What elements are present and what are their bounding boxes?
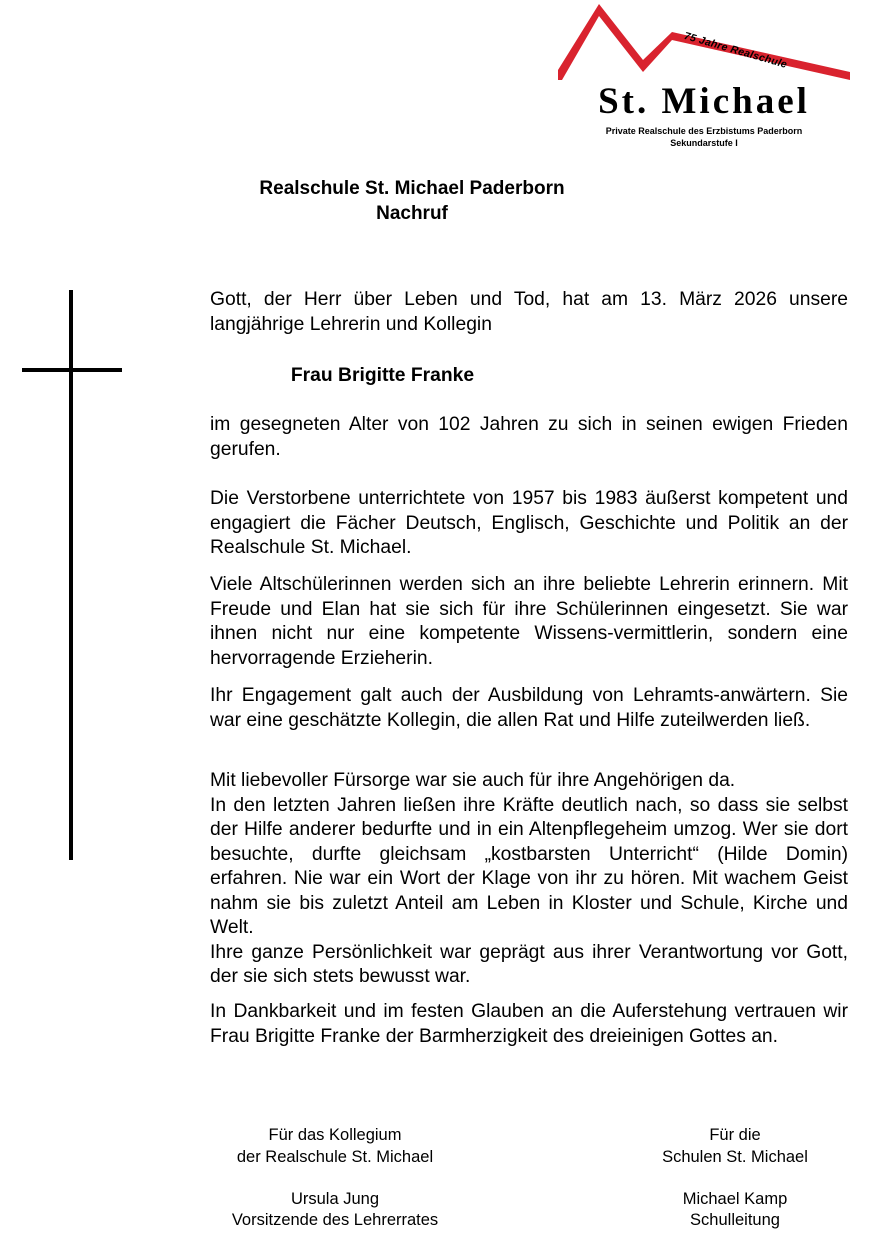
family-line-1: Mit liebevoller Fürsorge war sie auch für ihre Angehörigen da. bbox=[210, 770, 736, 791]
logo-subtitle-1: Private Realschule des Erzbistums Paderborn bbox=[605, 126, 803, 136]
cross-bar bbox=[22, 368, 122, 372]
deceased-name: Frau Brigitte Franke bbox=[290, 365, 475, 386]
age-paragraph: im gesegneten Alter von 102 Jahren zu sich in seinen ewigen Frieden gerufen. bbox=[210, 414, 848, 460]
family-line-3: Ihre ganze Persönlichkeit war geprägt aus ihrer Verantwortung vor Gott, der sie sich stets bewusst war. bbox=[210, 941, 848, 987]
family-paragraph bbox=[210, 769, 848, 990]
career-paragraph: Die Verstorbene unterrichtete von 1957 bis 1983 äußerst kompetent und engagiert die Fächer Deutsch, Englisch, Geschichte und Politik an der Realschule St. Michael. bbox=[210, 488, 848, 558]
sig-right-line1: Für die bbox=[709, 1126, 761, 1144]
school-heading: Realschule St. Michael Paderborn bbox=[259, 178, 565, 199]
sig-left-line1: Für das Kollegium bbox=[268, 1126, 402, 1144]
logo-subtitle-2: Sekundarstufe I bbox=[670, 138, 738, 148]
cross-icon bbox=[69, 290, 73, 860]
sig-right-role: Schulleitung bbox=[690, 1211, 780, 1229]
sig-left-line2: der Realschule St. Michael bbox=[236, 1148, 434, 1166]
training-paragraph: Ihr Engagement galt auch der Ausbildung von Lehramts-anwärtern. Sie war eine geschätzte Kollegin, die allen Rat und Hilfe zuteilwerden ließ. bbox=[210, 685, 848, 731]
family-line-2: In den letzten Jahren ließen ihre Kräfte deutlich nach, so dass sie selbst der Hilfe anderer bedurfte und in ein Altenpflegeheim umzog. Wer sie dort besuchte, durfte gleichsam „kostbarsten Unterricht“ (Hilde Domin) erfahren. Nie war ein Wort der Klage von ihr zu hören. Mit wachem Geist nahm sie bis zuletzt Anteil am Leben in Kloster und Schule, Kirche und Welt. bbox=[210, 794, 848, 938]
sig-left-role: Vorsitzende des Lehrerrates bbox=[231, 1211, 439, 1229]
page-title: Nachruf bbox=[376, 203, 448, 224]
closing-paragraph: In Dankbarkeit und im festen Glauben an die Auferstehung vertrauen wir Frau Brigitte Franke der Barmherzigkeit des dreieinigen Gottes an. bbox=[210, 1001, 848, 1047]
anniversary-badge: 75 Jahre Realschule bbox=[682, 30, 789, 71]
sig-right-name: Michael Kamp bbox=[682, 1190, 788, 1208]
logo-name: St. Michael bbox=[598, 81, 810, 122]
sig-left-name: Ursula Jung bbox=[290, 1190, 380, 1208]
sig-right-line2: Schulen St. Michael bbox=[662, 1148, 808, 1166]
students-paragraph: Viele Altschülerinnen werden sich an ihre beliebte Lehrerin erinnern. Mit Freude und Elan hat sie sich für ihre Schülerinnen eingesetzt. Sie war ihnen nicht nur eine kompetente Wissens-vermittlerin, sondern eine hervorragende Erzieherin. bbox=[210, 574, 848, 669]
school-logo bbox=[558, 2, 850, 152]
intro-paragraph: Gott, der Herr über Leben und Tod, hat am 13. März 2026 unsere langjährige Lehrerin und Kollegin bbox=[210, 289, 848, 335]
